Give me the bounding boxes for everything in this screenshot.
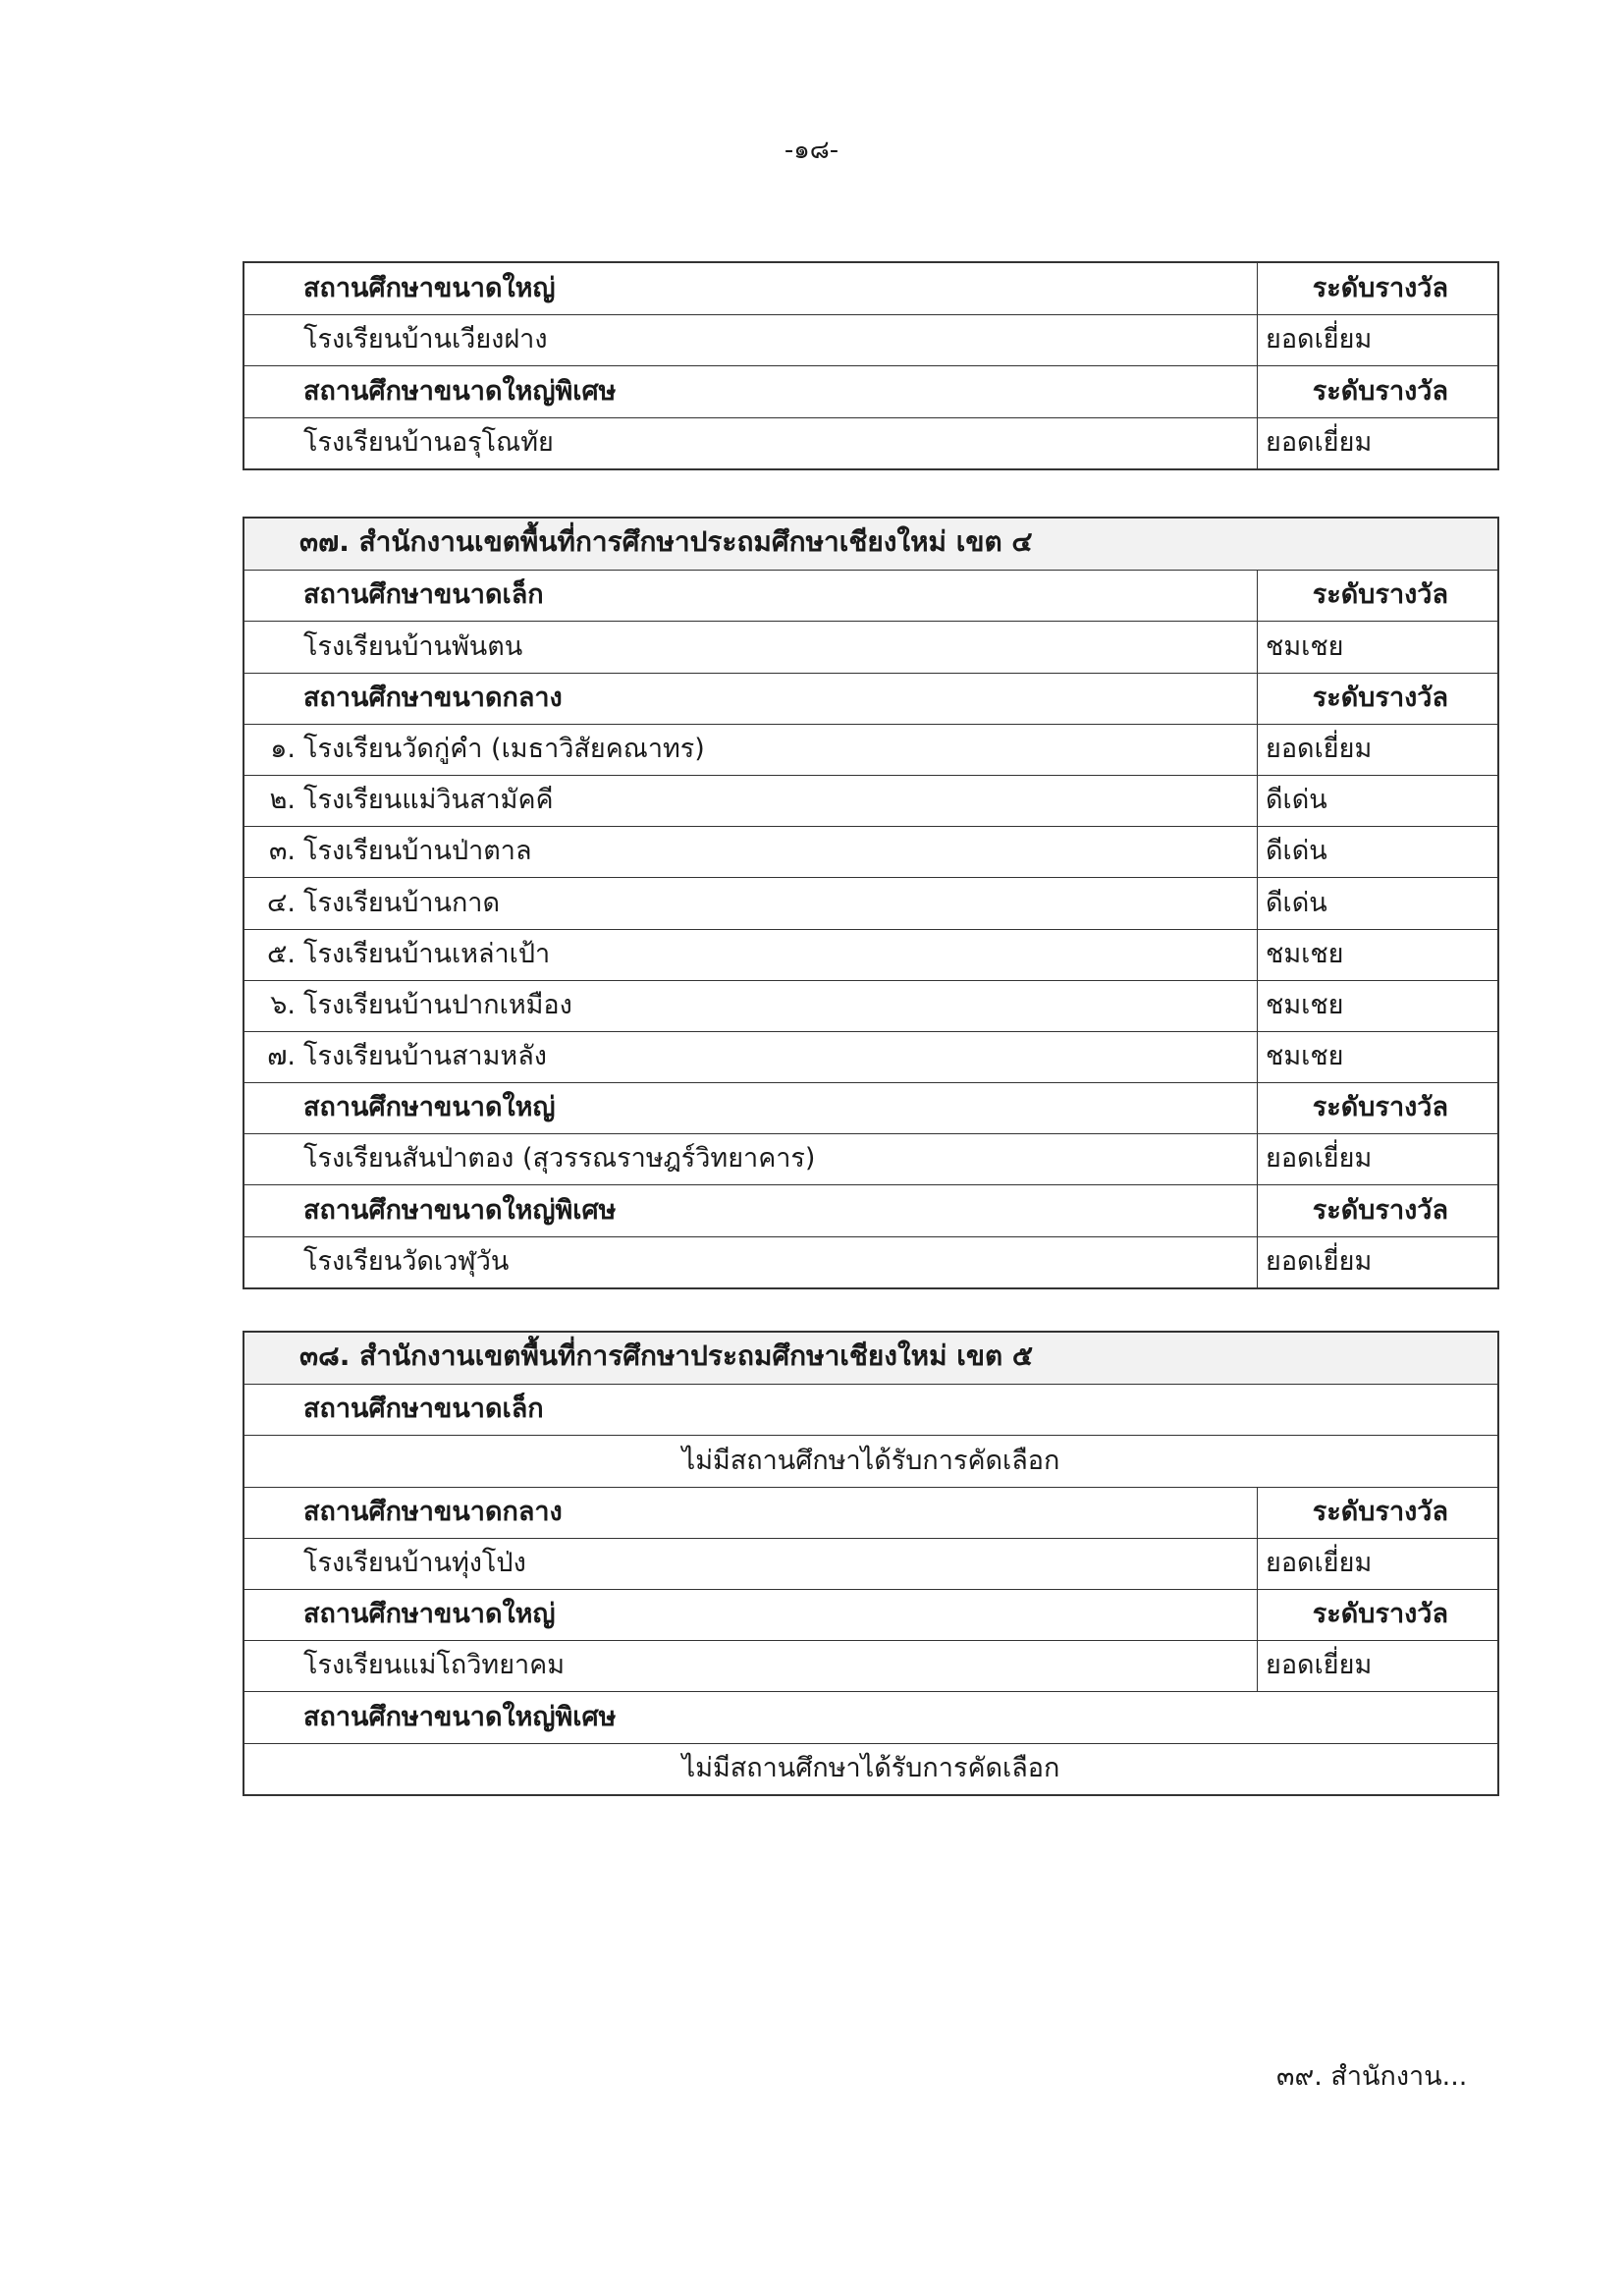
item-number: ๕. bbox=[266, 938, 296, 969]
row-main-cell bbox=[244, 827, 1257, 877]
item-number: ๒. bbox=[269, 785, 296, 816]
row-main-cell bbox=[244, 930, 1257, 980]
award-level-heading: ระดับรางวัล bbox=[1257, 1083, 1497, 1133]
award-level: ยอดเยี่ยม bbox=[1257, 1539, 1497, 1589]
school-name: โรงเรียนบ้านสามหลัง bbox=[303, 1041, 547, 1072]
row-main-cell bbox=[244, 315, 1257, 365]
item-number: ๗. bbox=[267, 1041, 296, 1072]
award-level-heading: ระดับรางวัล bbox=[1257, 263, 1497, 314]
row-main-cell bbox=[244, 1385, 1497, 1435]
school-name: โรงเรียนบ้านพันตน bbox=[303, 630, 523, 662]
row-main-cell bbox=[244, 1590, 1257, 1640]
item-number: ๖. bbox=[270, 989, 296, 1020]
row-main-cell bbox=[244, 1692, 1497, 1742]
award-level-heading: ระดับรางวัล bbox=[1257, 571, 1497, 621]
award-level: ยอดเยี่ยม bbox=[1257, 725, 1497, 775]
school-name: โรงเรียนวัดเวฬุวัน bbox=[303, 1245, 510, 1277]
item-number: ๔. bbox=[266, 887, 296, 918]
school-row bbox=[244, 775, 1497, 826]
award-level: ดีเด่น bbox=[1257, 776, 1497, 826]
size-category-row bbox=[244, 570, 1497, 621]
size-category-row bbox=[244, 365, 1497, 416]
size-category-row bbox=[244, 1384, 1497, 1435]
row-main-cell bbox=[244, 878, 1257, 928]
size-category-label: สถานศึกษาขนาดใหญ่ bbox=[303, 1092, 556, 1123]
row-main-cell bbox=[244, 725, 1257, 775]
row-main-cell bbox=[244, 674, 1257, 724]
school-name: โรงเรียนแม่โถวิทยาคม bbox=[303, 1650, 566, 1681]
school-row bbox=[244, 724, 1497, 775]
school-row bbox=[244, 1031, 1497, 1082]
school-name: โรงเรียนบ้านกาด bbox=[303, 887, 500, 918]
district-table-37 bbox=[243, 517, 1499, 1289]
no-selection-note: ไม่มีสถานศึกษาได้รับการคัดเลือก bbox=[244, 1743, 1497, 1794]
size-category-label: สถานศึกษาขนาดใหญ่พิเศษ bbox=[303, 1701, 617, 1732]
size-category-row bbox=[244, 1691, 1497, 1742]
school-name: โรงเรียนบ้านทุ่งโป่ง bbox=[303, 1547, 526, 1578]
size-category-row bbox=[244, 1487, 1497, 1538]
row-main-cell bbox=[244, 1032, 1257, 1082]
award-level-heading: ระดับรางวัล bbox=[1257, 1185, 1497, 1235]
school-row bbox=[244, 417, 1497, 468]
award-level: ดีเด่น bbox=[1257, 878, 1497, 928]
school-name: โรงเรียนสันป่าตอง (สุวรรณราษฎร์วิทยาคาร) bbox=[303, 1143, 816, 1175]
school-row bbox=[244, 1133, 1497, 1184]
size-category-row bbox=[244, 263, 1497, 314]
item-number: ๓. bbox=[268, 836, 296, 867]
size-category-label: สถานศึกษาขนาดกลาง bbox=[303, 1496, 563, 1527]
award-level: ยอดเยี่ยม bbox=[1257, 1134, 1497, 1184]
row-main-cell bbox=[244, 418, 1257, 468]
row-main-cell bbox=[244, 1185, 1257, 1235]
school-name: โรงเรียนวัดกู่คำ (เมธาวิสัยคณาทร) bbox=[303, 733, 705, 764]
size-category-label: สถานศึกษาขนาดกลาง bbox=[303, 682, 563, 713]
row-main-cell bbox=[244, 1237, 1257, 1287]
size-category-label: สถานศึกษาขนาดเล็ก bbox=[303, 579, 544, 611]
award-level: ยอดเยี่ยม bbox=[1257, 315, 1497, 365]
district-title: ๓๘. สำนักงานเขตพื้นที่การศึกษาประถมศึกษาเชียงใหม่ เขต ๕ bbox=[244, 1333, 1497, 1384]
row-main-cell bbox=[244, 981, 1257, 1031]
size-category-label: สถานศึกษาขนาดใหญ่ bbox=[303, 273, 556, 304]
row-main-cell bbox=[244, 263, 1257, 314]
award-level: ชมเชย bbox=[1257, 1032, 1497, 1082]
row-main-cell bbox=[244, 622, 1257, 672]
row-main-cell bbox=[244, 1641, 1257, 1691]
size-category-label: สถานศึกษาขนาดใหญ่พิเศษ bbox=[303, 1194, 617, 1226]
district-table-38 bbox=[243, 1331, 1499, 1796]
row-main-cell bbox=[244, 776, 1257, 826]
row-main-cell bbox=[244, 366, 1257, 416]
award-level-heading: ระดับรางวัล bbox=[1257, 674, 1497, 724]
school-row bbox=[244, 1538, 1497, 1589]
row-main-cell bbox=[244, 1083, 1257, 1133]
size-category-row bbox=[244, 673, 1497, 724]
no-selection-note: ไม่มีสถานศึกษาได้รับการคัดเลือก bbox=[244, 1435, 1497, 1486]
row-main-cell bbox=[244, 1134, 1257, 1184]
size-category-label: สถานศึกษาขนาดใหญ่พิเศษ bbox=[303, 375, 617, 407]
size-category-row bbox=[244, 1082, 1497, 1133]
size-category-label: สถานศึกษาขนาดใหญ่ bbox=[303, 1599, 556, 1630]
row-main-cell bbox=[244, 571, 1257, 621]
school-row bbox=[244, 1640, 1497, 1691]
row-main-cell bbox=[244, 1488, 1257, 1538]
award-level: ชมเชย bbox=[1257, 622, 1497, 672]
school-name: โรงเรียนบ้านเหล่าเป้า bbox=[303, 938, 551, 969]
row-main-cell bbox=[244, 1539, 1257, 1589]
award-level-heading: ระดับรางวัล bbox=[1257, 1590, 1497, 1640]
size-category-row bbox=[244, 1589, 1497, 1640]
award-level: ชมเชย bbox=[1257, 930, 1497, 980]
award-level: ยอดเยี่ยม bbox=[1257, 1641, 1497, 1691]
school-row bbox=[244, 980, 1497, 1031]
school-name: โรงเรียนบ้านป่าตาล bbox=[303, 836, 532, 867]
size-category-row bbox=[244, 1184, 1497, 1235]
school-row bbox=[244, 826, 1497, 877]
school-name: โรงเรียนบ้านอรุโณทัย bbox=[303, 426, 554, 458]
school-row bbox=[244, 314, 1497, 365]
school-row bbox=[244, 929, 1497, 980]
award-level: ดีเด่น bbox=[1257, 827, 1497, 877]
page-number: -๑๘- bbox=[784, 136, 839, 165]
district-title: ๓๗. สำนักงานเขตพื้นที่การศึกษาประถมศึกษาเชียงใหม่ เขต ๔ bbox=[244, 519, 1497, 570]
item-number: ๑. bbox=[270, 733, 296, 764]
school-row bbox=[244, 1236, 1497, 1287]
school-name: โรงเรียนบ้านเวียงฝาง bbox=[303, 324, 548, 355]
award-level: ยอดเยี่ยม bbox=[1257, 418, 1497, 468]
continuation-footer: ๓๙. สำนักงาน... bbox=[1276, 2061, 1468, 2092]
school-name: โรงเรียนบ้านปากเหมือง bbox=[303, 989, 572, 1020]
school-name: โรงเรียนแม่วินสามัคคี bbox=[303, 785, 554, 816]
award-level-heading: ระดับรางวัล bbox=[1257, 1488, 1497, 1538]
award-level-heading: ระดับรางวัล bbox=[1257, 366, 1497, 416]
school-row bbox=[244, 621, 1497, 672]
award-level: ชมเชย bbox=[1257, 981, 1497, 1031]
school-row bbox=[244, 877, 1497, 928]
size-category-label: สถานศึกษาขนาดเล็ก bbox=[303, 1394, 544, 1425]
district-table-continued bbox=[243, 261, 1499, 470]
award-level: ยอดเยี่ยม bbox=[1257, 1237, 1497, 1287]
